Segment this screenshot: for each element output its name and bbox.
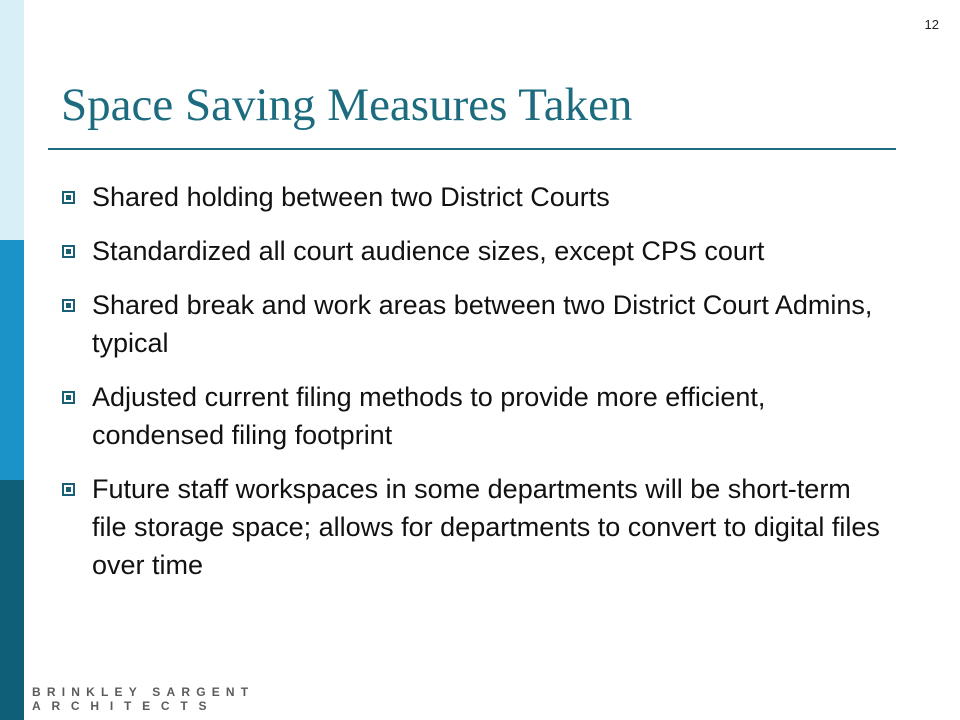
logo-line-1: BRINKLEY SARGENT (32, 685, 255, 699)
side-stripe-light (0, 0, 24, 240)
bullet-item (60, 470, 880, 584)
square-bullet-icon (62, 245, 75, 258)
bullet-text: Adjusted current filing methods to provide more efficient, condensed filing footprint (92, 382, 766, 450)
bullet-list (60, 178, 880, 600)
square-bullet-icon (62, 191, 75, 204)
bullet-item (60, 178, 880, 216)
title-underline (48, 148, 896, 150)
bullet-item (60, 286, 880, 362)
side-stripe-dark (0, 480, 24, 720)
company-logo (32, 685, 254, 713)
square-bullet-icon (62, 483, 75, 496)
page-number: 12 (924, 17, 939, 32)
square-bullet-icon (62, 391, 75, 404)
square-bullet-icon (62, 299, 75, 312)
bullet-item (60, 232, 880, 270)
bullet-item (60, 378, 880, 454)
logo-line-2: ARCHITECTS (32, 699, 218, 713)
bullet-text: Standardized all court audience sizes, except CPS court (92, 236, 765, 266)
bullet-text: Shared break and work areas between two District Court Admins, typical (92, 290, 873, 358)
slide-title: Space Saving Measures Taken (61, 79, 633, 131)
bullet-text: Shared holding between two District Courts (92, 182, 610, 212)
side-stripe-mid (0, 240, 24, 480)
bullet-text: Future staff workspaces in some departments will be short-term file storage space; allows for departments to convert to digital files over time (92, 474, 880, 580)
